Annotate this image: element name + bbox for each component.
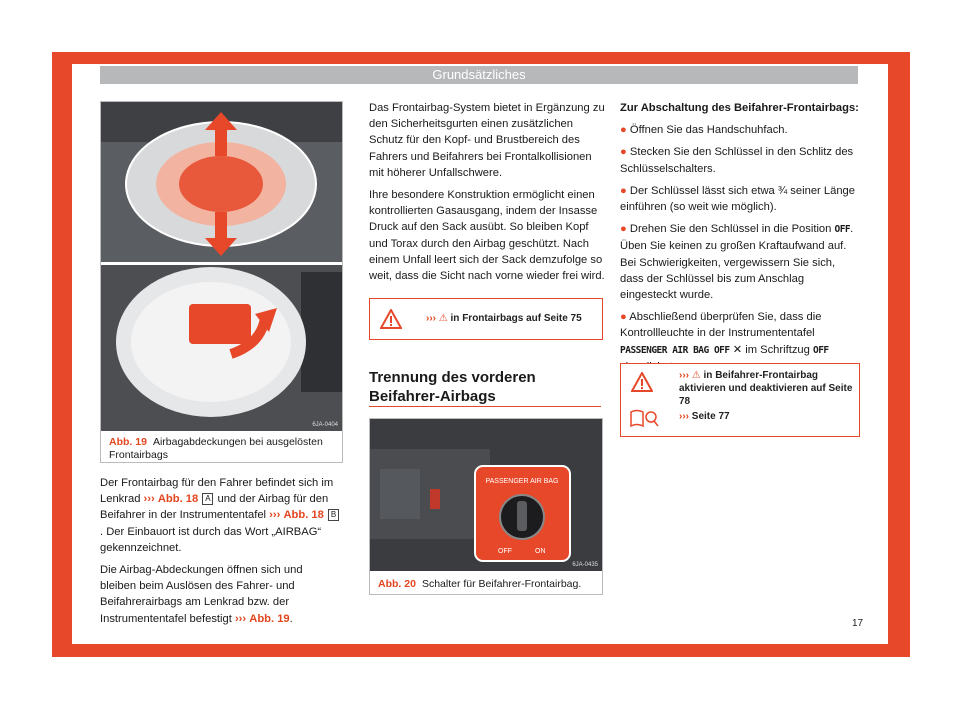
right-column (620, 100, 860, 381)
figure-link[interactable]: Abb. 18 (283, 509, 324, 522)
warning-link[interactable]: ››› ⚠ in Beifahrer-Frontairbag aktivieren und deaktivieren auf Seite 78 (679, 370, 853, 407)
switch-illustration (370, 419, 602, 571)
paragraph: Der Frontairbag für den Fahrer befindet sich im Lenkrad ››› Abb. 18 A und der Airbag für den Beifahrer in der Instrumententafel ››› Abb. 18 B. Der Einbauort ist durch das Wort „AIRBAG“ gekennzeichnet. (100, 475, 340, 556)
bullet-item: ● Stecken Sie den Schlüssel in den Schlitz des Schlüsselschalters. (620, 146, 854, 175)
figure-19 (100, 101, 343, 463)
bullet-item: ● Öffnen Sie das Handschuhfach. (620, 124, 788, 137)
warning-link[interactable]: ››› ⚠ in Frontairbags auf Seite 75 (426, 313, 582, 324)
page-ref-link[interactable]: ››› Seite 77 (679, 411, 730, 422)
figure-caption (101, 431, 342, 467)
airbag-off-icon: ✕ (732, 343, 743, 356)
warning-icon (380, 309, 402, 329)
label-b: B (328, 509, 339, 521)
instruction-heading: Zur Abschaltung des Beifahrer-Frontairbags: (620, 102, 859, 114)
book-info-icon (629, 408, 659, 428)
bullet-item: ● Der Schlüssel lässt sich etwa ¾ seiner Länge einführen (so weit wie möglich). (620, 184, 855, 214)
section-heading: Trennung des vorderen Beifahrer-Airbags (369, 369, 536, 405)
switch-off-label: OFF (498, 548, 512, 555)
bullet-item: ● Drehen Sie den Schlüssel in die Position OFF. Üben Sie keinen zu großen Kraftaufwand auf. Bei Schwierigkeiten, vergewissern Sie sich, dass der Schlüssel bis zum Anschlag eingesteckt wurde. (620, 223, 854, 302)
heading-rule (369, 406, 601, 407)
paragraph: Das Frontairbag-System bietet in Ergänzung zu den Sicherheitsgurten einen zusätzlichen Schutz für den Kopf- und Brustbereich des Fahrers und Beifahrers bei Frontalkollisionen mit höherer Unfallschwere. (369, 102, 605, 179)
figure-code: 6JA-0435 (572, 562, 598, 568)
bullet-item: ● Abschließend überprüfen Sie, dass die Kontrollleuchte in der Instrumententafel PASSENGER AIR BAG OFF ✕ im Schriftzug OFF (620, 311, 829, 356)
paragraph: Die Airbag-Abdeckungen öffnen sich und bleiben beim Auslösen des Fahrer- und Beifahrerairbags am Lenkrad bzw. der Instrumententafel befestigt ››› Abb. 19. (100, 564, 303, 625)
caption-text: Schalter für Beifahrer-Frontairbag. (421, 578, 582, 590)
middle-column (369, 100, 605, 290)
section-header: Grundsätzliches (100, 66, 858, 84)
figure-tag: Abb. 19 (109, 436, 147, 448)
left-column (100, 475, 340, 633)
caption-text: Airbagabdeckungen bei ausgelösten Frontairbags (109, 436, 323, 461)
figure-caption (370, 573, 606, 596)
warning-box-right (620, 363, 860, 437)
warning-box (369, 298, 603, 340)
figure-link[interactable]: Abb. 19 (249, 612, 290, 625)
paragraph: Ihre besondere Konstruktion ermöglicht einen kontrollierten Gasausgang, indem der Insasse Druck auf den Sack ausübt. So bleiben Kopf und Torax durch den Airbag geschützt. Nach einem Unfall leert sich der Sack demzufolge so weit, dass die Sicht nach vorne wieder frei wird. (369, 189, 605, 283)
airbag-illustration (101, 102, 342, 431)
figure-20 (369, 418, 603, 595)
figure-link[interactable]: Abb. 18 (157, 493, 199, 506)
label-a: A (202, 493, 213, 505)
figure-code: 6JA-0404 (312, 422, 338, 428)
switch-on-label: ON (535, 548, 546, 555)
figure-tag: Abb. 20 (378, 578, 416, 590)
switch-title: PASSENGER AIR BAG (485, 478, 559, 485)
page-number: 17 (852, 618, 864, 629)
warning-icon (631, 372, 653, 392)
